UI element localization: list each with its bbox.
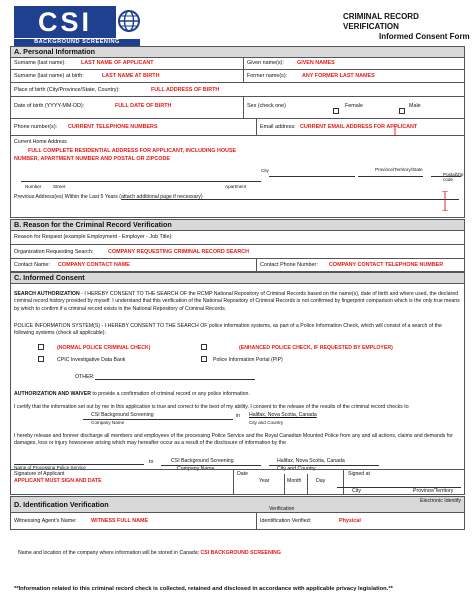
former-name-label: Former name(s):	[247, 73, 288, 79]
form-title	[343, 12, 470, 42]
witness-label: Witnessing Agent's Name:	[14, 518, 77, 524]
witness-field[interactable]: WITNESS FULL NAME	[91, 518, 149, 524]
signed-province-label: Province/Territory	[413, 488, 454, 494]
section-a-header: A. Personal Information	[10, 46, 465, 58]
waiver-text: to provide a confirmation of criminal record or any police information.	[90, 391, 250, 397]
signed-city-label: City	[352, 488, 361, 494]
sex-label: Sex (check one)	[247, 103, 286, 109]
reason-row	[10, 230, 465, 245]
in-label: in	[236, 413, 241, 419]
certify-text: I certify that the information set out by me in this application is true and correct to the best of my ability. I consent to the release of the results of the criminal record checks to	[14, 404, 409, 410]
enhanced-check-checkbox[interactable]	[201, 344, 207, 350]
organization-label: Organization Requesting Search:	[14, 249, 94, 255]
search-authorization-title: SEARCH AUTHORIZATION	[14, 291, 80, 297]
company-name-label-2: Company Name	[177, 466, 215, 472]
signed-at-label: Signed at	[348, 471, 370, 477]
logo-mark: CSI	[14, 6, 116, 38]
waiver	[14, 391, 461, 397]
globe-icon	[118, 10, 140, 32]
signature-label: Signature of Applicant	[14, 471, 65, 477]
logo-subtitle: BACKGROUND SCREENING	[14, 39, 140, 46]
release-company-field[interactable]: CSI Background Screening	[91, 412, 154, 418]
given-name-label: Given name(s):	[247, 60, 284, 66]
waiver-title: AUTHORIZATION AND WAIVER	[14, 391, 91, 397]
female-checkbox[interactable]	[333, 108, 339, 114]
city-country-label-2: City and Country	[277, 466, 316, 472]
to-label: to	[149, 459, 154, 465]
dob-field[interactable]: FULL DATE OF BIRTH	[115, 103, 172, 109]
date-label: Date	[237, 471, 248, 477]
normal-check-label: (NORMAL POLICE CRIMINAL CHECK)	[57, 345, 151, 351]
place-of-birth-row	[10, 83, 465, 97]
birth-surname-row	[10, 70, 465, 83]
email-field[interactable]: CURRENT EMAIL ADDRESS FOR APPLICANT	[300, 124, 418, 130]
dob-label: Date of birth (YYYY-MM-DD):	[14, 103, 85, 109]
title-line-3: Informed Consent Form	[379, 32, 470, 41]
release-text: I hereby release and forever discharge all members and employees of the processing Police Service and the Royal Canadian Mounted Police from any and all actions, claims and demands for damages, loss or injury howsoever arising which may hereafter occur as a result of the disclosure of information by the	[14, 433, 453, 447]
police-information-title: POLICE INFORMATION SYSTEM(S)	[14, 323, 101, 329]
police-information	[14, 323, 461, 338]
month-label: Month	[287, 478, 302, 484]
storage-label: Name and location of the company where information will be stored in Canada:	[18, 550, 200, 556]
day-label: Day	[316, 478, 326, 484]
contact-name-label: Contact Name:	[14, 262, 50, 268]
city-country-label: City and Country	[249, 420, 284, 425]
organization-field[interactable]: COMPANY REQUESTING CRIMINAL RECORD SEARCH	[108, 249, 250, 255]
consent-block	[10, 283, 465, 495]
birth-surname-field[interactable]: LAST NAME AT BIRTH	[102, 73, 160, 79]
company-logo	[14, 6, 138, 46]
email-label: Email address:	[260, 124, 296, 130]
police-information-text: - I HEREBY CONSENT TO THE SEARCH OF police information systems, as part of a Police Information Check, which will consist of a search of the following systems (check all applicable):	[14, 323, 442, 337]
birth-surname-label: Surname (last name) at birth:	[14, 73, 84, 79]
contact-name-row	[10, 259, 465, 272]
phone-field[interactable]: CURRENT TELEPHONE NUMBERS	[68, 124, 158, 130]
search-authorization-text: - I HEREBY CONSENT TO THE SEARCH OF the RCMP National Repository of Criminal Records based on the name(s), date of birth and where used, the declared criminal record history provided by myself. I understand that this verification of the National Repository of Criminal Records is not confirmed by fingerprint comparison which is the only true means by which to confirm if a criminal record exists in the National Repository of Criminal Records.	[14, 291, 460, 312]
company-name-label: Company Name	[91, 420, 125, 425]
former-name-field[interactable]: ANY FORMER LAST NAMES	[302, 73, 375, 79]
phone-label: Phone number(s):	[14, 124, 58, 130]
surname-field[interactable]: LAST NAME OF APPLICANT	[81, 60, 154, 66]
section-d-title: D. Identification Verification	[14, 500, 109, 509]
verification-label: Verification	[269, 506, 295, 512]
section-b-header: B. Reason for the Criminal Record Verification	[10, 219, 465, 231]
given-name-field[interactable]: GIVEN NAMES	[297, 60, 335, 66]
cursor-icon	[391, 123, 399, 133]
place-of-birth-label: Place of birth (City/Province/State, Country):	[14, 87, 120, 93]
female-label: Female	[345, 103, 363, 109]
dob-row	[10, 97, 465, 119]
storage-field[interactable]: CSI BACKGROUND SCREENING	[200, 550, 281, 556]
release-city-field[interactable]: Halifax, Nova Scotia, Canada	[249, 412, 317, 418]
street-label: Street	[53, 184, 66, 189]
contact-name-field[interactable]: COMPANY CONTACT NAME	[58, 262, 130, 268]
male-checkbox[interactable]	[399, 108, 405, 114]
signature-field[interactable]: APPLICANT MUST SIGN AND DATE	[14, 478, 102, 484]
electronic-identify-label: Electronic Identify	[420, 498, 461, 504]
pip-label: Police Information Portal (PIP)	[213, 357, 283, 363]
cpic-label: CPIC Investigative Data Bank	[57, 357, 126, 363]
city-label: City	[261, 168, 269, 173]
home-address-block	[10, 136, 465, 218]
year-label: Year	[259, 478, 270, 484]
contact-phone-field[interactable]: COMPANY CONTACT TELEPHONE NUMBER	[329, 262, 444, 268]
postal-label: Postal/Zip code	[443, 172, 464, 183]
home-address-label: Current Home Address	[14, 139, 67, 145]
other-field[interactable]	[95, 379, 255, 380]
contact-phone-label: Contact Phone Number:	[260, 262, 318, 268]
privacy-notice: **Information related to this criminal record check is collected, retained and disclosed in accordance with applicable privacy legislation.**	[14, 586, 393, 592]
id-verified-label: Identification Verified:	[260, 518, 312, 524]
cursor-icon	[441, 191, 449, 211]
surname-row	[10, 57, 465, 70]
previous-address-label: Previous Address(es) Within the Last 5 Years (attach additional page if necessary)	[14, 194, 203, 200]
surname-label: Surname (last name):	[14, 60, 66, 66]
place-of-birth-field[interactable]: FULL ADDRESS OF BIRTH	[151, 87, 220, 93]
enhanced-check-label: (ENHANCED POLICE CHECK, IF REQUESTED BY EMPLOYER)	[239, 345, 393, 351]
home-address-field[interactable]: FULL COMPLETE RESIDENTIAL ADDRESS FOR APPLICANT, INCLUDING HOUSE NUMBER, APARTMENT NUMBER AND POSTAL OR ZIPCODE	[14, 148, 237, 162]
cpic-checkbox[interactable]	[38, 356, 44, 362]
title-line-2: VERIFICATION	[343, 22, 399, 31]
apartment-label: Apartment	[225, 184, 247, 189]
to-company-field[interactable]: CSI Background Screening	[171, 458, 234, 464]
police-service-label: Name of Processing Police Service	[14, 465, 86, 470]
pip-checkbox[interactable]	[201, 356, 207, 362]
male-label: Male	[409, 103, 421, 109]
title-line-1: CRIMINAL RECORD	[343, 12, 419, 21]
section-c-header: C. Informed Consent	[10, 272, 465, 284]
organization-row	[10, 245, 465, 259]
witness-row	[10, 513, 465, 530]
to-city-field[interactable]: Halifax, Nova Scotia, Canada	[277, 458, 345, 464]
contact-row	[10, 119, 465, 136]
number-label: Number	[25, 184, 42, 189]
reason-label: Reason for Request (example Employment - Employer - Job Title):	[14, 234, 173, 240]
province-label: Province/Territory/State	[375, 167, 423, 172]
other-label: OTHER:	[75, 374, 95, 380]
signature-row	[11, 469, 464, 495]
previous-address-field[interactable]	[121, 199, 459, 200]
search-authorization	[14, 291, 461, 313]
id-verified-field[interactable]: Physical	[339, 518, 361, 524]
section-d-header	[10, 496, 465, 513]
normal-check-checkbox[interactable]	[38, 344, 44, 350]
storage-line	[18, 550, 281, 556]
